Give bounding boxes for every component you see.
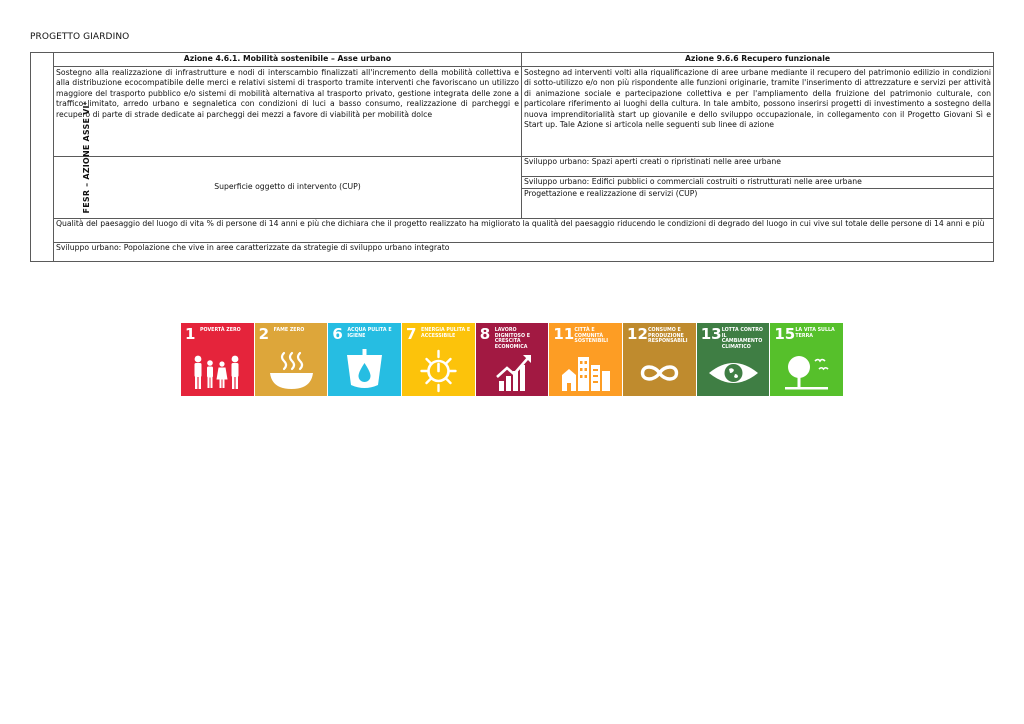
sdg-number: 13 (700, 325, 722, 343)
right-output-indicator-3: Progettazione e realizzazione di servizi (CUP) (522, 189, 994, 219)
sdg-number: 11 (553, 325, 575, 343)
left-action-header: Azione 4.6.1. Mobilità sostenibile – Asse urbano (54, 53, 522, 67)
sdg-number: 7 (406, 325, 417, 343)
sdg-number: 6 (332, 325, 343, 343)
infinity-icon (632, 349, 687, 393)
sdg-title: LOTTA CONTRO IL CAMBIAMENTO CLIMATICO (721, 328, 763, 350)
actions-table (30, 52, 994, 262)
sdg-title: ENERGIA PULITA E ACCESSIBILE (421, 328, 471, 339)
sdg-title: ACQUA PULITA E IGIENE (347, 328, 392, 339)
family-icon (190, 349, 245, 393)
water-drop-icon (337, 349, 392, 393)
sdg-1-tile (181, 323, 254, 396)
bowl-icon (264, 349, 319, 393)
sdg-7-tile (402, 323, 475, 396)
result-indicator-1: Qualità del paesaggio del luogo di vita % di persone di 14 anni e più che dichiara che il progetto realizzato ha migliorato la qualità del paesaggio riducendo le condizioni di degrado del luogo in cui vive sul totale delle persone di 14 anni e più (54, 219, 994, 243)
eye-globe-icon (706, 349, 761, 393)
sdg-11-tile (549, 323, 622, 396)
left-action-description: Sostegno alla realizzazione di infrastrutture e nodi di interscambio finalizzati all'incremento della mobilità collettiva e alla distribuzione ecocompatibile delle merci e relativi sistemi di trasporto tramite interventi che favoriscano un utilizzo maggiore del trasporto pubblico e/o sistemi di mobilità alternativa al trasporto privato, gestione integrata delle zone a traffico limitato, arredo urbano e segnaletica con condizioni di luci a basso consumo, realizzazione di parcheggi e recupero di parte di strade dedicate ai parcheggi dei mezzi a favore di viabilità per mobilità dolce (54, 67, 522, 157)
sdg-8-tile (476, 323, 549, 396)
tree-birds-icon (779, 349, 834, 393)
page-title: PROGETTO GIARDINO (30, 32, 130, 42)
right-action-description: Sostegno ad interventi volti alla riqualificazione di aree urbane mediante il recupero del patrimonio edilizio in condizioni di sotto-utilizzo e/o non più rispondente alle funzioni originarie, tramite l'inserimento di attrezzature e servizi per attività di animazione sociale e partecipazione collettiva e per l'ampliamento della fruizione del patrimonio culturale, con particolare riferimento ai luoghi della cultura. In tale ambito, possono inserirsi progetti di investimento a sostegno della nuova imprenditorialità start up giovanile e dello sviluppo occupazionale, in collegamento con il Progetto Giovani Sì e Start up. Tale Azione si articola nelle seguenti sub linee di azione (522, 67, 994, 157)
sdg-12-tile (623, 323, 696, 396)
sdg-15-tile (770, 323, 843, 396)
sdg-title: FAME ZERO (273, 328, 305, 333)
sdg-number: 2 (258, 325, 270, 343)
right-output-indicator-1: Sviluppo urbano: Spazi aperti creati o ripristinati nelle aree urbane (522, 157, 994, 177)
right-output-indicator-2: Sviluppo urbano: Edifici pubblici o commerciali costruiti o ristrutturati nelle aree urbane (522, 177, 994, 189)
side-label: FESR – AZIONE ASSE VI* (82, 100, 92, 214)
growth-chart-icon (485, 349, 540, 393)
sdg-title: CONSUMO E PRODUZIONE RESPONSABILI (648, 328, 688, 345)
sdg-title: LA VITA SULLA TERRA (795, 328, 835, 339)
sdg-6-tile (328, 323, 401, 396)
side-label-cell (31, 53, 92, 262)
sun-power-icon (411, 349, 466, 393)
sdg-13-tile (697, 323, 770, 396)
sdg-number: 8 (479, 325, 491, 343)
sdg-goals-strip (181, 323, 843, 396)
city-icon (558, 349, 613, 393)
right-action-header: Azione 9.6.6 Recupero funzionale (522, 53, 994, 67)
sdg-title: CITTÀ E COMUNITÀ SOSTENIBILI (574, 328, 608, 345)
sdg-number: 1 (185, 325, 196, 343)
sdg-title: LAVORO DIGNITOSO E CRESCITA ECONOMICA (494, 328, 531, 350)
sdg-title: POVERTÀ ZERO (200, 328, 241, 333)
result-indicator-2: Sviluppo urbano: Popolazione che vive in aree caratterizzate da strategie di sviluppo urbano integrato (54, 243, 994, 262)
left-output-indicator: Superficie oggetto di intervento (CUP) (54, 157, 522, 219)
sdg-2-tile (255, 323, 328, 396)
sdg-number: 12 (627, 325, 648, 343)
sdg-number: 15 (774, 325, 796, 343)
